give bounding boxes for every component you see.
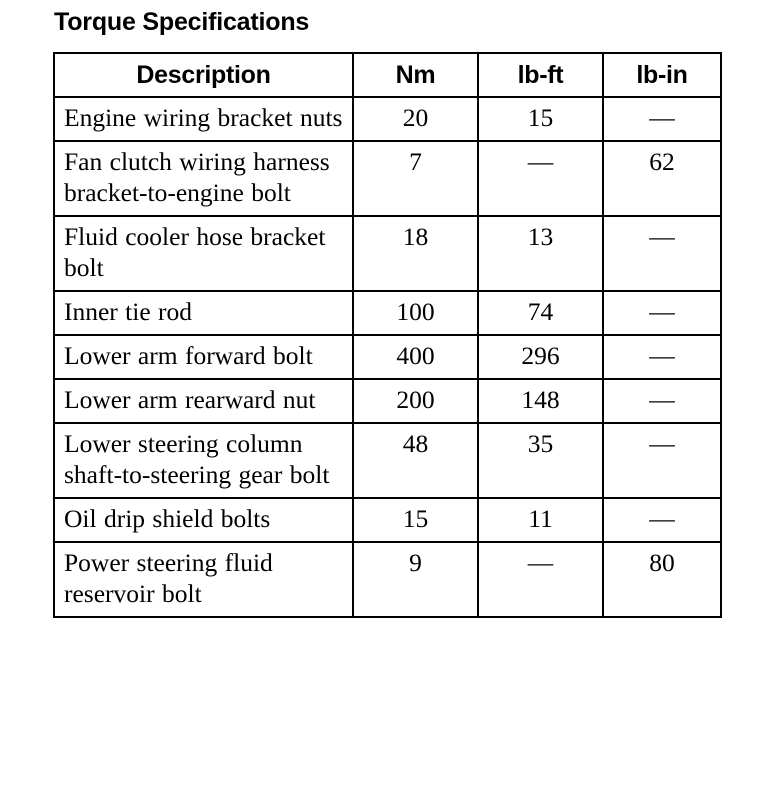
torque-spec-table <box>53 52 722 618</box>
cell-lbft: 296 <box>478 335 603 379</box>
cell-lbft: — <box>478 542 603 617</box>
column-header-description: Description <box>54 53 353 97</box>
cell-lbin: — <box>603 423 721 498</box>
table-row <box>54 335 721 379</box>
table-row <box>54 498 721 542</box>
cell-description: Inner tie rod <box>54 291 353 335</box>
cell-lbft: 11 <box>478 498 603 542</box>
cell-lbft: 74 <box>478 291 603 335</box>
column-header-lbin: lb-in <box>603 53 721 97</box>
cell-nm: 200 <box>353 379 478 423</box>
cell-lbin: 80 <box>603 542 721 617</box>
table-row <box>54 379 721 423</box>
column-header-nm: Nm <box>353 53 478 97</box>
cell-nm: 100 <box>353 291 478 335</box>
cell-nm: 20 <box>353 97 478 141</box>
table-row <box>54 216 721 291</box>
cell-description: Fluid cooler hose bracket bolt <box>54 216 353 291</box>
page-title: Torque Specifications <box>54 8 310 36</box>
cell-description: Lower arm forward bolt <box>54 335 353 379</box>
cell-lbin: — <box>603 97 721 141</box>
cell-nm: 18 <box>353 216 478 291</box>
cell-lbft: 13 <box>478 216 603 291</box>
cell-lbin: — <box>603 291 721 335</box>
table-row <box>54 97 721 141</box>
cell-nm: 7 <box>353 141 478 216</box>
cell-lbft: 15 <box>478 97 603 141</box>
cell-lbin: — <box>603 498 721 542</box>
cell-description: Power steering fluid reservoir bolt <box>54 542 353 617</box>
cell-nm: 48 <box>353 423 478 498</box>
table-row <box>54 291 721 335</box>
table-row <box>54 141 721 216</box>
cell-description: Oil drip shield bolts <box>54 498 353 542</box>
table-row <box>54 542 721 617</box>
cell-description: Fan clutch wiring harness bracket-to-engine bolt <box>54 141 353 216</box>
cell-nm: 9 <box>353 542 478 617</box>
cell-description: Lower arm rearward nut <box>54 379 353 423</box>
cell-nm: 15 <box>353 498 478 542</box>
header-row <box>54 53 721 97</box>
cell-lbft: 35 <box>478 423 603 498</box>
cell-lbft: 148 <box>478 379 603 423</box>
cell-lbin: 62 <box>603 141 721 216</box>
cell-nm: 400 <box>353 335 478 379</box>
cell-lbin: — <box>603 335 721 379</box>
table-row <box>54 423 721 498</box>
cell-lbin: — <box>603 379 721 423</box>
cell-description: Lower steering column shaft-to-steering gear bolt <box>54 423 353 498</box>
column-header-lbft: lb-ft <box>478 53 603 97</box>
cell-lbft: — <box>478 141 603 216</box>
cell-lbin: — <box>603 216 721 291</box>
cell-description: Engine wiring bracket nuts <box>54 97 353 141</box>
